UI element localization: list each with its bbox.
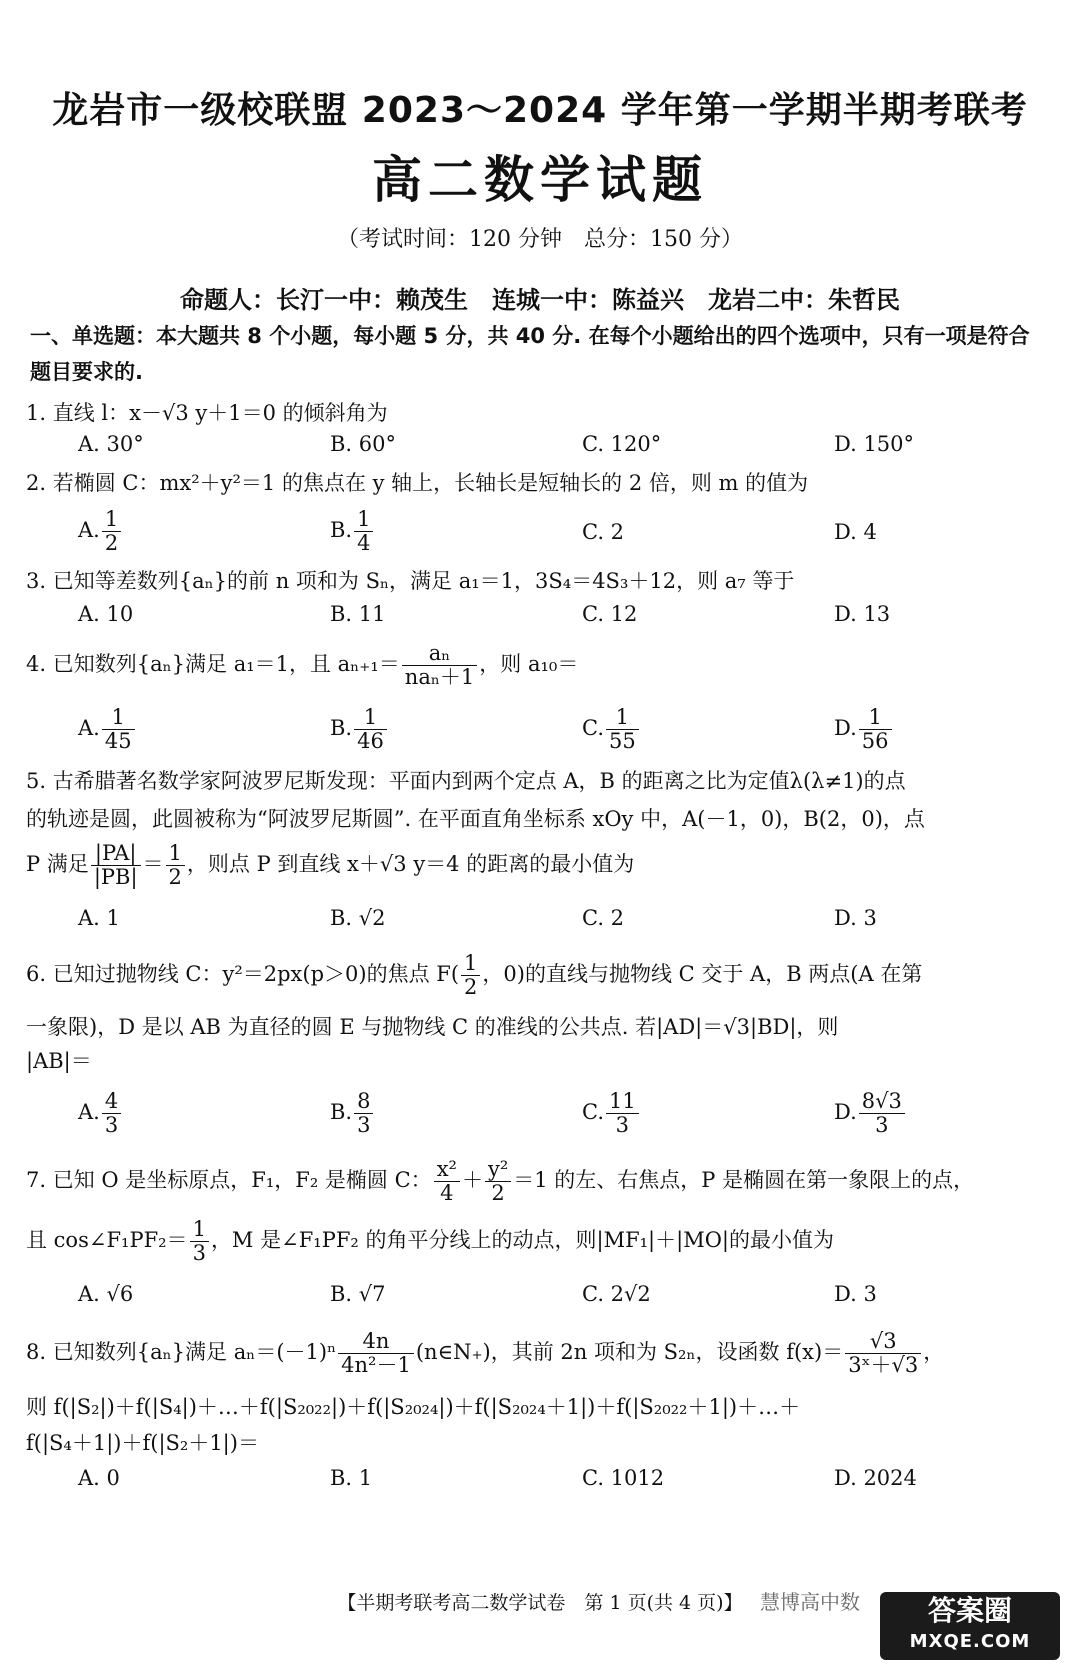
plus-sign: ＋ bbox=[461, 1168, 483, 1193]
fraction-denominator: 3 bbox=[615, 1113, 630, 1138]
option-d: D. 13 bbox=[834, 602, 891, 626]
fraction bbox=[461, 952, 480, 999]
fraction bbox=[338, 1330, 414, 1377]
option-b: B. √7 bbox=[330, 1282, 386, 1306]
option-c: C. 120° bbox=[582, 432, 662, 456]
option-label: C. bbox=[582, 1100, 604, 1125]
option-a: A. 1 bbox=[78, 906, 120, 930]
option-b: B. 1 bbox=[330, 1466, 373, 1490]
option-b bbox=[330, 1090, 375, 1137]
fraction-denominator: 45 bbox=[104, 729, 132, 754]
option-c: C. 1012 bbox=[582, 1466, 665, 1490]
exam-info: （考试时间：120 分钟 总分：150 分） bbox=[337, 227, 743, 252]
fraction-denominator: 4n²－1 bbox=[341, 1353, 411, 1378]
fraction bbox=[354, 1090, 373, 1137]
question-5-line-1: 5. 古希腊著名数学家阿波罗尼斯发现：平面内到两个定点 A，B 的距离之比为定值λ(λ≠1)的点 bbox=[26, 769, 906, 793]
fraction-denominator: 2 bbox=[104, 531, 119, 556]
exam-title: 龙岩市一级校联盟 2023～2024 学年第一学期半期考联考 bbox=[52, 90, 1028, 131]
fraction bbox=[845, 1330, 921, 1377]
question-8-line-3: f(|S₄＋1|)＋f(|S₂＋1|)＝ bbox=[26, 1431, 259, 1455]
fraction bbox=[102, 508, 121, 555]
option-c: C. 2 bbox=[582, 906, 625, 930]
option-d: D. 3 bbox=[834, 1282, 877, 1306]
fraction-denominator: 2 bbox=[168, 865, 182, 890]
option-c bbox=[582, 706, 641, 753]
question-6-line-3: |AB|＝ bbox=[26, 1049, 92, 1073]
equals-sign: ＝ bbox=[142, 852, 164, 877]
question-1-stem: 1. 直线 l：x－√3 y＋1＝0 的倾斜角为 bbox=[26, 401, 388, 425]
fraction-numerator: 8 bbox=[354, 1090, 373, 1114]
question-2-stem: 2. 若椭圆 C：mx²＋y²＝1 的焦点在 y 轴上，长轴长是短轴长的 2 倍，则 m 的值为 bbox=[26, 471, 809, 495]
stem-text: 6. 已知过抛物线 C：y²＝2px(p＞0)的焦点 F( bbox=[26, 962, 460, 987]
option-a: A. √6 bbox=[78, 1282, 134, 1306]
watermark-logo bbox=[880, 1592, 1060, 1660]
fraction bbox=[91, 842, 141, 889]
watermark-text: 慧博高中数 bbox=[760, 1590, 860, 1614]
option-d: D. 4 bbox=[834, 520, 877, 544]
stem-text: ，则点 P 到直线 x＋√3 y＝4 的距离的最小值为 bbox=[186, 852, 635, 877]
section-intro: 一、单选题：本大题共 8 个小题，每小题 5 分，共 40 分. 在每个小题给出的四个选项中，只有一项是符合题目要求的. bbox=[30, 324, 1030, 384]
stem-text: 4. 已知数列{aₙ}满足 a₁＝1，且 aₙ₊₁＝ bbox=[26, 652, 400, 677]
fraction-numerator: 1 bbox=[102, 508, 121, 532]
fraction-numerator: 1 bbox=[166, 842, 185, 866]
question-4-stem bbox=[26, 642, 1056, 689]
fraction-numerator: 1 bbox=[354, 706, 387, 730]
fraction-numerator: |PA| bbox=[91, 842, 141, 866]
fraction bbox=[859, 706, 892, 753]
option-label: D. bbox=[834, 716, 857, 741]
fraction-numerator: 4n bbox=[338, 1330, 414, 1354]
fraction-denominator: 2 bbox=[464, 975, 478, 1000]
fraction-numerator: 1 bbox=[102, 706, 135, 730]
option-label: B. bbox=[330, 1100, 353, 1125]
fraction-numerator: 1 bbox=[354, 508, 373, 532]
fraction-denominator: 3 bbox=[192, 1241, 206, 1266]
fraction-numerator: 11 bbox=[606, 1090, 639, 1114]
option-label: D. bbox=[834, 1100, 857, 1125]
option-label: C. bbox=[582, 716, 604, 741]
fraction-denominator: 56 bbox=[861, 729, 889, 754]
fraction-numerator: 1 bbox=[190, 1218, 209, 1242]
option-a: A. 10 bbox=[78, 602, 134, 626]
stem-text: 且 cos∠F₁PF₂＝ bbox=[26, 1228, 188, 1253]
option-c: C. 2 bbox=[582, 520, 625, 544]
option-a bbox=[78, 508, 123, 555]
fraction-denominator: 55 bbox=[609, 729, 636, 754]
stem-text: P 满足 bbox=[26, 852, 89, 877]
fraction-denominator: 46 bbox=[357, 729, 384, 754]
stem-text: ＝1 的左、右焦点，P 是椭圆在第一象限上的点， bbox=[513, 1168, 975, 1193]
fraction-numerator: √3 bbox=[845, 1330, 921, 1354]
fraction bbox=[102, 706, 135, 753]
fraction-numerator: y² bbox=[485, 1158, 511, 1182]
fraction bbox=[166, 842, 185, 889]
stem-text: ，则 a₁₀＝ bbox=[479, 652, 579, 677]
option-b: B. 60° bbox=[330, 432, 397, 456]
option-a: A. 30° bbox=[78, 432, 144, 456]
page-footer: 【半期考联考高二数学试卷 第 1 页(共 4 页)】 bbox=[337, 1592, 743, 1614]
fraction-numerator: 1 bbox=[859, 706, 892, 730]
fraction-denominator: naₙ＋1 bbox=[404, 665, 475, 690]
question-8-line-1 bbox=[26, 1330, 1056, 1377]
watermark-logo-bottom: MXQE.COM bbox=[909, 1631, 1031, 1652]
stem-text: (n∈N₊)，其前 2n 项和为 S₂ₙ，设函数 f(x)＝ bbox=[415, 1340, 844, 1365]
option-label: A. bbox=[78, 518, 100, 543]
option-label: B. bbox=[330, 518, 353, 543]
fraction-numerator: 1 bbox=[606, 706, 639, 730]
option-b: B. √2 bbox=[330, 906, 386, 930]
fraction-numerator: x² bbox=[434, 1158, 460, 1182]
fraction bbox=[485, 1158, 511, 1205]
fraction bbox=[354, 706, 387, 753]
question-7-line-1 bbox=[26, 1158, 1056, 1205]
stem-text: 8. 已知数列{aₙ}满足 aₙ＝(－1)ⁿ bbox=[26, 1340, 337, 1365]
option-d: D. 150° bbox=[834, 432, 915, 456]
stem-text: 7. 已知 O 是坐标原点，F₁，F₂ 是椭圆 C： bbox=[26, 1168, 432, 1193]
option-b bbox=[330, 706, 389, 753]
option-c bbox=[582, 1090, 641, 1137]
fraction-denominator: 3 bbox=[104, 1113, 119, 1138]
fraction bbox=[354, 508, 373, 555]
option-label: A. bbox=[78, 716, 100, 741]
question-6-line-1 bbox=[26, 952, 1056, 999]
fraction-denominator: 3 bbox=[875, 1113, 889, 1138]
fraction-numerator: 1 bbox=[461, 952, 480, 976]
question-8-line-2: 则 f(|S₂|)＋f(|S₄|)＋…＋f(|S₂₀₂₂|)＋f(|S₂₀₂₄|)＋f(|S₂₀₂₄＋1|)＋f(|S₂₀₂₂＋1|)＋…＋ bbox=[26, 1395, 801, 1419]
exam-authors: 命题人：长汀一中：赖茂生 连城一中：陈益兴 龙岩二中：朱哲民 bbox=[180, 286, 900, 314]
fraction bbox=[859, 1090, 905, 1137]
question-5-line-3 bbox=[26, 842, 1056, 889]
fraction-denominator: 4 bbox=[440, 1181, 454, 1206]
option-label: B. bbox=[330, 716, 353, 741]
fraction bbox=[606, 706, 639, 753]
watermark-logo-top: 答案圈 bbox=[927, 1594, 1012, 1627]
option-c: C. 12 bbox=[582, 602, 638, 626]
option-d bbox=[834, 706, 894, 753]
fraction bbox=[606, 1090, 639, 1137]
option-d: D. 3 bbox=[834, 906, 877, 930]
option-a: A. 0 bbox=[78, 1466, 120, 1490]
fraction-denominator: 3 bbox=[357, 1113, 371, 1138]
fraction-denominator: 2 bbox=[491, 1181, 505, 1206]
question-5-line-2: 的轨迹是圆，此圆被称为“阿波罗尼斯圆”. 在平面直角坐标系 xOy 中，A(－1，0)，B(2，0)，点 bbox=[26, 807, 925, 831]
option-b: B. 11 bbox=[330, 602, 386, 626]
fraction-numerator: 4 bbox=[102, 1090, 121, 1114]
option-d bbox=[834, 1090, 907, 1137]
fraction-denominator: 3ˣ＋√3 bbox=[848, 1353, 919, 1378]
option-b bbox=[330, 508, 375, 555]
fraction-denominator: 4 bbox=[357, 531, 371, 556]
option-c: C. 2√2 bbox=[582, 1282, 651, 1306]
option-a bbox=[78, 1090, 123, 1137]
fraction-numerator: 8√3 bbox=[859, 1090, 905, 1114]
fraction-numerator: aₙ bbox=[402, 642, 478, 666]
question-7-line-2 bbox=[26, 1218, 1056, 1265]
stem-text: ， bbox=[923, 1340, 945, 1365]
option-label: A. bbox=[78, 1100, 100, 1125]
exam-subtitle: 高二数学试题 bbox=[372, 151, 708, 209]
option-d: D. 2024 bbox=[834, 1466, 917, 1490]
question-3-stem: 3. 已知等差数列{aₙ}的前 n 项和为 Sₙ，满足 a₁＝1，3S₄＝4S₃＋12，则 a₇ 等于 bbox=[26, 569, 795, 593]
fraction bbox=[190, 1218, 209, 1265]
fraction-denominator: |PB| bbox=[93, 865, 138, 890]
stem-text: ，M 是∠F₁PF₂ 的角平分线上的动点，则|MF₁|＋|MO|的最小值为 bbox=[210, 1228, 835, 1253]
question-6-line-2: 一象限)，D 是以 AB 为直径的圆 E 与抛物线 C 的准线的公共点. 若|AD|＝√3|BD|，则 bbox=[26, 1015, 839, 1039]
fraction bbox=[434, 1158, 460, 1205]
fraction bbox=[402, 642, 478, 689]
stem-text: ，0)的直线与抛物线 C 交于 A，B 两点(A 在第 bbox=[482, 962, 923, 987]
option-a bbox=[78, 706, 137, 753]
fraction bbox=[102, 1090, 121, 1137]
